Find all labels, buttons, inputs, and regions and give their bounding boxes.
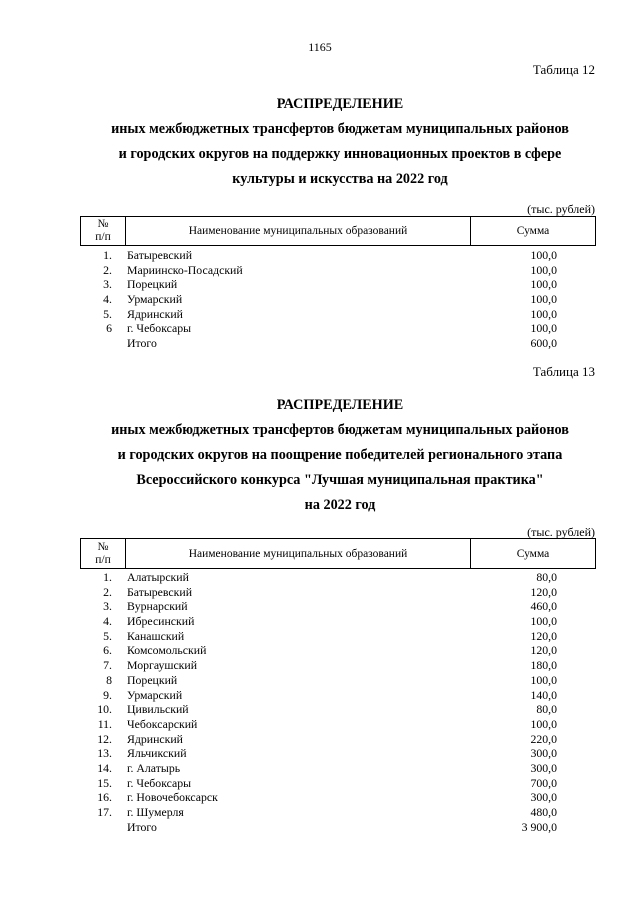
- table-12-units: (тыс. рублей): [527, 202, 595, 216]
- table-row: [80, 658, 596, 673]
- table-13-units: (тыс. рублей): [527, 525, 595, 539]
- header-num: [81, 217, 126, 246]
- header-num-abbr: п/п: [95, 231, 111, 243]
- table-13-label: Таблица 13: [532, 364, 595, 379]
- row-number: 11.: [97, 716, 112, 731]
- row-name: Моргаушский: [127, 658, 198, 673]
- row-sum: 140,0: [530, 687, 557, 702]
- table-13-heading: РАСПРЕДЕЛЕНИЕ: [276, 397, 404, 413]
- table-12-subtitle-line: иных межбюджетных трансфертов бюджетам муниципальных районов: [111, 121, 569, 137]
- row-name: Комсомольский: [127, 643, 207, 658]
- row-sum: 120,0: [530, 628, 557, 643]
- row-number: 13.: [97, 746, 112, 761]
- row-number: 4.: [103, 292, 112, 307]
- table-13-subtitle-line: на 2022 год: [304, 497, 376, 513]
- table-12-label: Таблица 12: [532, 62, 595, 77]
- row-sum: 80,0: [536, 570, 557, 584]
- table-13-title: [60, 393, 620, 518]
- row-name: Чебоксарский: [127, 716, 198, 731]
- row-number: 4.: [103, 614, 112, 629]
- table-row: [80, 585, 596, 600]
- table-row: [80, 702, 596, 717]
- table-row: [80, 248, 596, 263]
- page-number: 1165: [308, 40, 332, 54]
- total-row: [80, 820, 596, 835]
- table-13-subtitle-line: иных межбюджетных трансфертов бюджетам муниципальных районов: [111, 422, 569, 438]
- row-name: Порецкий: [127, 277, 178, 292]
- table-row: [80, 307, 596, 322]
- table-row: [80, 263, 596, 278]
- header-name: Наименование муниципальных образований: [126, 217, 471, 246]
- table-row: [80, 292, 596, 307]
- table-row: [80, 805, 596, 820]
- table-row: [80, 688, 596, 703]
- table-row: [80, 717, 596, 732]
- header-num: [81, 539, 126, 569]
- row-number: 3.: [103, 277, 112, 292]
- table-row: [80, 761, 596, 776]
- row-name: Ядринский: [127, 306, 183, 321]
- table-row: [80, 746, 596, 761]
- row-sum: 300,0: [530, 746, 557, 761]
- row-number: 14.: [97, 760, 112, 775]
- row-sum: 300,0: [530, 790, 557, 805]
- row-sum: 120,0: [530, 584, 557, 599]
- row-number: 2.: [103, 262, 112, 277]
- total-row: [80, 336, 596, 351]
- row-number: 1.: [103, 570, 112, 584]
- table-13-subtitle-line: и городских округов на поощрение победителей регионального этапа: [117, 447, 563, 463]
- header-sum: Сумма: [471, 217, 596, 246]
- table-row: [80, 599, 596, 614]
- row-sum: 480,0: [530, 805, 557, 819]
- row-name: Урмарский: [127, 292, 183, 307]
- header-num-abbr: п/п: [95, 553, 111, 566]
- table-row: [80, 614, 596, 629]
- table-row: [80, 776, 596, 791]
- row-name: г. Чебоксары: [127, 775, 192, 790]
- row-name: Цивильский: [127, 702, 189, 717]
- table-row: [80, 643, 596, 658]
- row-sum: 600,0: [530, 336, 557, 351]
- table-row: [80, 629, 596, 644]
- table-row: [80, 277, 596, 292]
- table-row: [80, 673, 596, 688]
- row-number: 2.: [103, 584, 112, 599]
- row-sum: 180,0: [530, 658, 557, 673]
- row-sum: 220,0: [530, 731, 557, 746]
- table-12-title: [60, 92, 620, 192]
- row-number: 10.: [97, 702, 112, 717]
- row-sum: 3 900,0: [521, 819, 557, 834]
- row-name: Итого: [127, 819, 157, 834]
- row-number: 5.: [103, 628, 112, 643]
- row-name: г. Шумерля: [127, 805, 184, 819]
- row-name: Ядринский: [127, 731, 183, 746]
- row-number: 6: [106, 321, 112, 336]
- row-number: 6.: [103, 643, 112, 658]
- row-name: Мариинско-Посадский: [127, 262, 243, 277]
- row-name: г. Алатырь: [127, 760, 181, 775]
- row-sum: 460,0: [530, 599, 557, 614]
- row-sum: 100,0: [530, 672, 557, 687]
- table-12-body: [80, 248, 596, 351]
- table-13-header: [80, 538, 596, 569]
- table-13-body: [80, 570, 596, 834]
- row-number: 3.: [103, 599, 112, 614]
- row-name: Батыревский: [127, 584, 193, 599]
- table-row: [80, 732, 596, 747]
- row-sum: 100,0: [530, 262, 557, 277]
- row-sum: 100,0: [530, 292, 557, 307]
- header-sum: Сумма: [471, 539, 596, 569]
- header-num-symbol: №: [97, 218, 109, 230]
- row-sum: 700,0: [530, 775, 557, 790]
- header-num-symbol: №: [97, 540, 109, 553]
- row-sum: 120,0: [530, 643, 557, 658]
- table-12-subtitle-line: и городских округов на поддержку инновационных проектов в сфере: [118, 146, 562, 162]
- row-sum: 100,0: [530, 248, 557, 262]
- row-number: 9.: [103, 687, 112, 702]
- row-name: г. Чебоксары: [127, 321, 192, 336]
- row-name: Итого: [127, 336, 157, 351]
- row-sum: 100,0: [530, 614, 557, 629]
- row-name: г. Новочебоксарск: [127, 790, 218, 805]
- row-name: Батыревский: [127, 248, 193, 262]
- row-name: Алатырский: [127, 570, 189, 584]
- row-name: Канашский: [127, 628, 185, 643]
- row-number: 17.: [97, 805, 112, 819]
- table-12-heading: РАСПРЕДЕЛЕНИЕ: [276, 96, 404, 112]
- row-number: 12.: [97, 731, 112, 746]
- row-name: Вурнарский: [127, 599, 188, 614]
- row-name: Яльчикский: [127, 746, 187, 761]
- row-name: Ибресинский: [127, 614, 195, 629]
- row-number: 16.: [97, 790, 112, 805]
- row-name: Порецкий: [127, 672, 178, 687]
- table-13-subtitle-line: Всероссийского конкурса "Лучшая муниципальная практика": [136, 472, 544, 488]
- row-sum: 80,0: [536, 702, 557, 717]
- row-sum: 100,0: [530, 716, 557, 731]
- row-sum: 300,0: [530, 760, 557, 775]
- table-row: [80, 321, 596, 336]
- row-number: 8: [106, 672, 112, 687]
- header-name: Наименование муниципальных образований: [126, 539, 471, 569]
- table-row: [80, 570, 596, 585]
- row-number: 1.: [103, 248, 112, 262]
- row-sum: 100,0: [530, 277, 557, 292]
- row-number: 5.: [103, 306, 112, 321]
- table-row: [80, 790, 596, 805]
- table-12-subtitle-line: культуры и искусства на 2022 год: [232, 171, 448, 187]
- row-sum: 100,0: [530, 321, 557, 336]
- row-number: 15.: [97, 775, 112, 790]
- row-number: 7.: [103, 658, 112, 673]
- row-sum: 100,0: [530, 306, 557, 321]
- row-name: Урмарский: [127, 687, 183, 702]
- table-12-header: [80, 216, 596, 246]
